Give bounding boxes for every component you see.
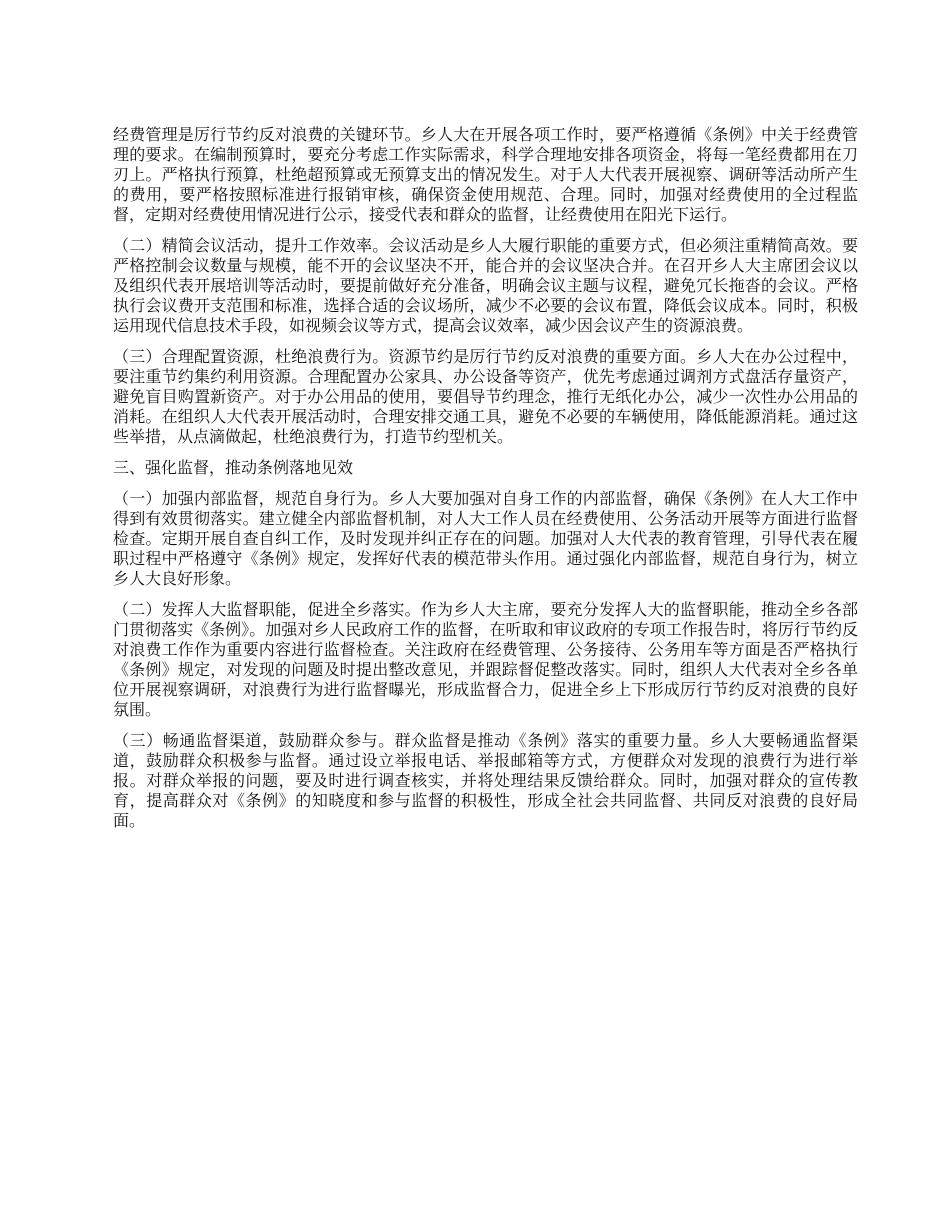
paragraph-funds-management: 经费管理是厉行节约反对浪费的关键环节。乡人大在开展各项工作时，要严格遵循《条例》中关于经费管理的要求。在编制预算时，要充分考虑工作实际需求，科学合理地安排各项资金，将每一笔经费都用在刀刃上。严格执行预算，杜绝超预算或无预算支出的情况发生。对于人大代表开展视察、调研等活动所产生的费用，要严格按照标准进行报销审核，确保资金使用规范、合理。同时，加强对经费使用的全过程监督，定期对经费使用情况进行公示，接受代表和群众的监督，让经费使用在阳光下运行。 xyxy=(113,125,858,224)
section-heading-supervision: 三、强化监督，推动条例落地见效 xyxy=(113,458,354,477)
document-body xyxy=(113,125,858,842)
paragraph-streamline-meetings: （二）精简会议活动，提升工作效率。会议活动是乡人大履行职能的重要方式，但必须注重精简高效。要严格控制会议数量与规模，能不开的会议坚决不开，能合并的会议坚决合并。在召开乡人大主席团会议以及组织代表开展培训等活动时，要提前做好充分准备，明确会议主题与议程，避免冗长拖沓的会议。严格执行会议费开支范围和标准，选择合适的会议场所，减少不必要的会议布置，降低会议成本。同时，积极运用现代信息技术手段，如视频会议等方式，提高会议效率，减少因会议产生的资源浪费。 xyxy=(113,236,858,335)
paragraph-allocate-resources: （三）合理配置资源，杜绝浪费行为。资源节约是厉行节约反对浪费的重要方面。乡人大在办公过程中，要注重节约集约利用资源。合理配置办公家具、办公设备等资产，优先考虑通过调剂方式盘活存量资产，避免盲目购置新资产。对于办公用品的使用，要倡导节约理念，推行无纸化办公，减少一次性办公用品的消耗。在组织人大代表开展活动时，合理安排交通工具，避免不必要的车辆使用，降低能源消耗。通过这些举措，从点滴做起，杜绝浪费行为，打造节约型机关。 xyxy=(113,347,858,446)
paragraph-public-participation: （三）畅通监督渠道，鼓励群众参与。群众监督是推动《条例》落实的重要力量。乡人大要畅通监督渠道，鼓励群众积极参与监督。通过设立举报电话、举报邮箱等方式，方便群众对发现的浪费行为进行举报。对群众举报的问题，要及时进行调查核实，并将处理结果反馈给群众。同时，加强对群众的宣传教育，提高群众对《条例》的知晓度和参与监督的积极性，形成全社会共同监督、共同反对浪费的良好局面。 xyxy=(113,731,858,830)
paragraph-internal-supervision: （一）加强内部监督，规范自身行为。乡人大要加强对自身工作的内部监督，确保《条例》在人大工作中得到有效贯彻落实。建立健全内部监督机制，对人大工作人员在经费使用、公务活动开展等方面进行监督检查。定期开展自查自纠工作，及时发现并纠正存在的问题。加强对人大代表的教育管理，引导代表在履职过程中严格遵守《条例》规定，发挥好代表的模范带头作用。通过强化内部监督，规范自身行为，树立乡人大良好形象。 xyxy=(113,489,858,588)
paragraph-npc-supervision: （二）发挥人大监督职能，促进全乡落实。作为乡人大主席，要充分发挥人大的监督职能，推动全乡各部门贯彻落实《条例》。加强对乡人民政府工作的监督，在听取和审议政府的专项工作报告时，将厉行节约反对浪费工作作为重要内容进行监督检查。关注政府在经费管理、公务接待、公务用车等方面是否严格执行《条例》规定，对发现的问题及时提出整改意见，并跟踪督促整改落实。同时，组织人大代表对全乡各单位开展视察调研，对浪费行为进行监督曝光，形成监督合力，促进全乡上下形成厉行节约反对浪费的良好氛围。 xyxy=(113,600,858,719)
